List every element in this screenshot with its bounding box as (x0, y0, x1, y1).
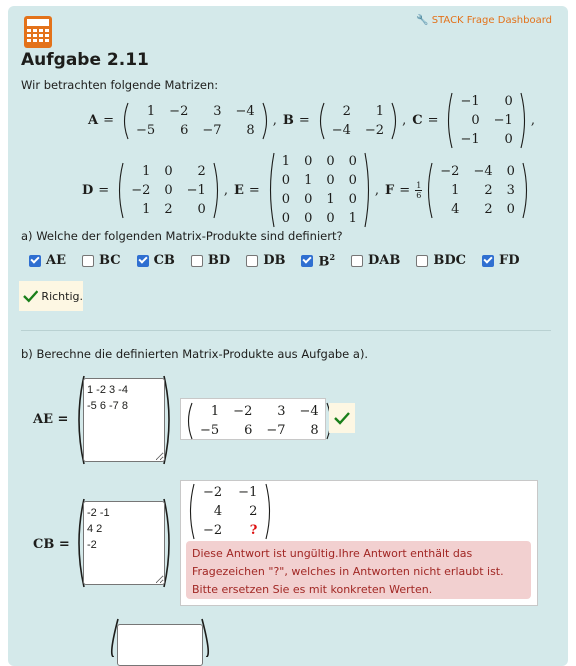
matrix-cell: 4 (213, 504, 223, 519)
math-symbol: = (248, 182, 260, 198)
part-b-question: b) Berechne die definierten Matrix-Produkte aus Aufgabe a). (21, 347, 369, 361)
matrix-cell: −2 (131, 182, 151, 198)
ae-answer-input[interactable] (83, 378, 165, 462)
checkbox[interactable] (29, 255, 41, 267)
choice-ae[interactable] (29, 253, 66, 268)
matrix-bracket (364, 152, 372, 228)
matrix-cell: −4 (331, 122, 351, 138)
matrix-cell: −2 (203, 523, 223, 538)
matrix-cell: 0 (504, 94, 513, 109)
ae-correct-badge (329, 403, 355, 433)
ae-preview (180, 398, 326, 440)
intro-text: Wir betrachten folgende Matrizen: (21, 78, 219, 92)
matrix-bracket (522, 162, 530, 219)
matrix-cell: 3 (277, 404, 286, 419)
math-symbol: = (399, 182, 411, 198)
cb-label: CB = (33, 537, 70, 552)
feedback-text: Richtig. (41, 289, 83, 303)
matrix-bracket (267, 152, 275, 228)
choice-label: $B^2$ (318, 252, 336, 270)
matrix-cell: 1 (142, 163, 151, 179)
matrix-cell: 0 (281, 211, 291, 226)
matrix-cell: 3 (213, 103, 222, 119)
matrix-cell: ? (249, 523, 258, 538)
matrix-cell: −2 (169, 103, 189, 119)
math-symbol: , (530, 113, 535, 128)
cb-error-message: Diese Antwort ist ungültig.Ihre Antwort enthält das Fragezeichen "?", welches in Antworten nicht erlaubt ist. Bitte ersetzen Sie es mit konkreten Werten. (186, 541, 531, 599)
cb-answer-input[interactable] (83, 501, 165, 585)
matrix-name: B (282, 113, 294, 128)
choice-dab[interactable] (351, 253, 400, 268)
choice-cb[interactable] (137, 253, 175, 268)
matrix-cell: 1 (142, 201, 151, 217)
matrix-cell: 0 (197, 201, 206, 217)
matrix-name: A (88, 113, 99, 128)
matrix-cell: 0 (304, 154, 313, 169)
matrix-cell: −7 (266, 423, 286, 438)
divider (21, 330, 551, 331)
matrix-cell: 1 (326, 192, 335, 207)
choice-fd[interactable] (482, 253, 520, 268)
matrix-cell: −2 (203, 485, 223, 500)
checkbox[interactable] (82, 255, 94, 267)
matrix-cell: 0 (164, 182, 173, 198)
matrix-cell: 0 (281, 192, 291, 207)
matrix-cell: −2 (440, 163, 460, 179)
matrix-bracket (121, 102, 129, 140)
matrix-bracket (265, 483, 273, 540)
matrix-cell: −5 (200, 423, 220, 438)
matrix-cell: 0 (471, 113, 480, 128)
math-symbol: , (402, 113, 407, 128)
math-symbol: , (272, 113, 277, 128)
matrix-cell: 1 (281, 154, 291, 169)
matrix-bracket (262, 102, 270, 140)
matrix-cell: 1 (348, 211, 357, 226)
matrix-cell: 0 (304, 211, 313, 226)
checkbox[interactable] (191, 255, 203, 267)
matrix-cell: −4 (235, 103, 255, 119)
matrix-cell: 2 (164, 201, 173, 217)
matrix-c-matrix (445, 92, 527, 149)
product-choices (29, 252, 536, 269)
cb-preview-panel (180, 480, 538, 606)
matrix-cell: 8 (310, 423, 319, 438)
ae-preview-matrix (185, 402, 334, 440)
matrix-cell: −2 (233, 404, 253, 419)
matrix-name: F (385, 182, 395, 198)
matrix-cell: 2 (484, 201, 493, 217)
matrix-cell: 1 (146, 103, 156, 119)
math-symbol: = (98, 182, 110, 198)
cb-preview-matrix (185, 483, 275, 540)
matrix-cell: −1 (238, 485, 258, 500)
part-a-question: a) Welche der folgenden Matrix-Produkte sind definiert? (21, 229, 343, 243)
matrix-cell: 0 (326, 173, 335, 188)
dashboard-link-label: STACK Frage Dashboard (431, 15, 552, 26)
math-symbol: = (427, 113, 439, 128)
matrix-cell: −1 (493, 113, 513, 128)
choice-label: FD (499, 253, 520, 269)
matrix-bracket (445, 92, 453, 149)
matrix-name: D (82, 182, 94, 198)
matrix-cell: −1 (186, 182, 206, 198)
choice-bd[interactable] (191, 253, 230, 268)
matrix-cell: 0 (348, 192, 357, 207)
choice-label: BC (99, 253, 121, 269)
matrix-cell: 0 (281, 173, 291, 188)
matrix-cell: −4 (473, 163, 493, 179)
matrix-cell: 0 (504, 132, 513, 147)
matrix-cell: 1 (210, 404, 220, 419)
matrix-row-1 (88, 92, 541, 149)
cb-preview-matrix (187, 483, 273, 540)
math-symbol: , (223, 182, 228, 198)
matrix-cell: 0 (164, 163, 173, 179)
matrix-cell: 2 (484, 182, 493, 198)
matrix-cell: 3 (506, 182, 515, 198)
correct-feedback (19, 281, 83, 311)
matrix-cell: −4 (299, 404, 319, 419)
choice-label: DB (263, 253, 286, 269)
stack-dashboard-link[interactable] (416, 15, 552, 26)
calculator-icon (24, 16, 52, 48)
matrix-cell: 0 (304, 192, 313, 207)
matrix-name: C (412, 113, 423, 128)
matrix-d-matrix (116, 162, 221, 219)
matrix-a-matrix (121, 102, 270, 140)
matrix-f-matrix (425, 162, 530, 219)
choice-b2[interactable] (301, 252, 335, 269)
matrix-bracket (213, 162, 221, 219)
choice-db[interactable] (246, 253, 285, 268)
choice-label: BD (207, 253, 231, 269)
ae-label: AE = (33, 412, 69, 427)
matrix-cell: 2 (342, 103, 351, 119)
matrix-bracket (116, 162, 124, 219)
choice-label: AE (46, 253, 66, 269)
checkbox[interactable] (137, 255, 149, 267)
matrix-cell: −7 (202, 122, 222, 138)
matrix-cell: 0 (506, 201, 515, 217)
math-symbol: = (298, 113, 310, 128)
fraction-factor: $\frac{1}{6}$ (416, 180, 422, 200)
checkbox[interactable] (416, 255, 428, 267)
matrix-row-2 (82, 152, 532, 228)
matrix-bracket (425, 162, 433, 219)
matrix-cell: 2 (197, 163, 206, 179)
matrix-cell: 0 (348, 154, 357, 169)
matrix-cell: 1 (304, 173, 313, 188)
matrix-cell: −1 (460, 94, 480, 109)
matrix-bracket (187, 483, 195, 540)
matrix-cell: −1 (460, 132, 480, 147)
matrix-name: E (233, 182, 244, 198)
math-symbol: , (374, 182, 380, 198)
matrix-cell: 0 (348, 173, 357, 188)
matrix-cell: 4 (451, 201, 460, 217)
choice-label: BDC (433, 253, 466, 269)
choice-bc[interactable] (82, 253, 121, 268)
matrix-cell: −2 (364, 122, 385, 138)
matrix-bracket (391, 102, 399, 140)
matrix-cell: 6 (244, 423, 253, 438)
matrix-b-matrix (317, 102, 399, 140)
next-answer-input[interactable] (117, 624, 203, 666)
matrix-cell: 2 (249, 504, 258, 519)
matrix-cell: 6 (180, 122, 189, 138)
checkbox[interactable] (301, 255, 313, 267)
matrix-cell: 0 (506, 163, 515, 179)
matrix-cell: 1 (451, 182, 460, 198)
matrix-cell: 8 (246, 122, 255, 138)
matrix-cell: −5 (136, 122, 156, 138)
matrix-cell: 0 (326, 211, 335, 226)
page-title: Aufgabe 2.11 (21, 50, 149, 70)
matrix-bracket (317, 102, 325, 140)
wrench-icon: 🔧 (416, 15, 429, 26)
matrix-e-matrix (267, 152, 372, 228)
math-symbol: = (103, 113, 114, 128)
choice-bdc[interactable] (416, 253, 466, 268)
matrix-cell: 1 (375, 103, 385, 119)
choice-label: CB (153, 253, 175, 269)
matrix-cell: 0 (326, 154, 335, 169)
checkbox[interactable] (246, 255, 258, 267)
checkbox[interactable] (482, 255, 494, 267)
checkmark-icon (23, 289, 38, 303)
checkbox[interactable] (351, 255, 363, 267)
checkmark-icon (334, 411, 350, 425)
ae-preview-matrix (183, 402, 336, 440)
matrix-bracket (185, 402, 193, 440)
matrix-bracket (520, 92, 528, 149)
choice-label: DAB (368, 253, 401, 269)
